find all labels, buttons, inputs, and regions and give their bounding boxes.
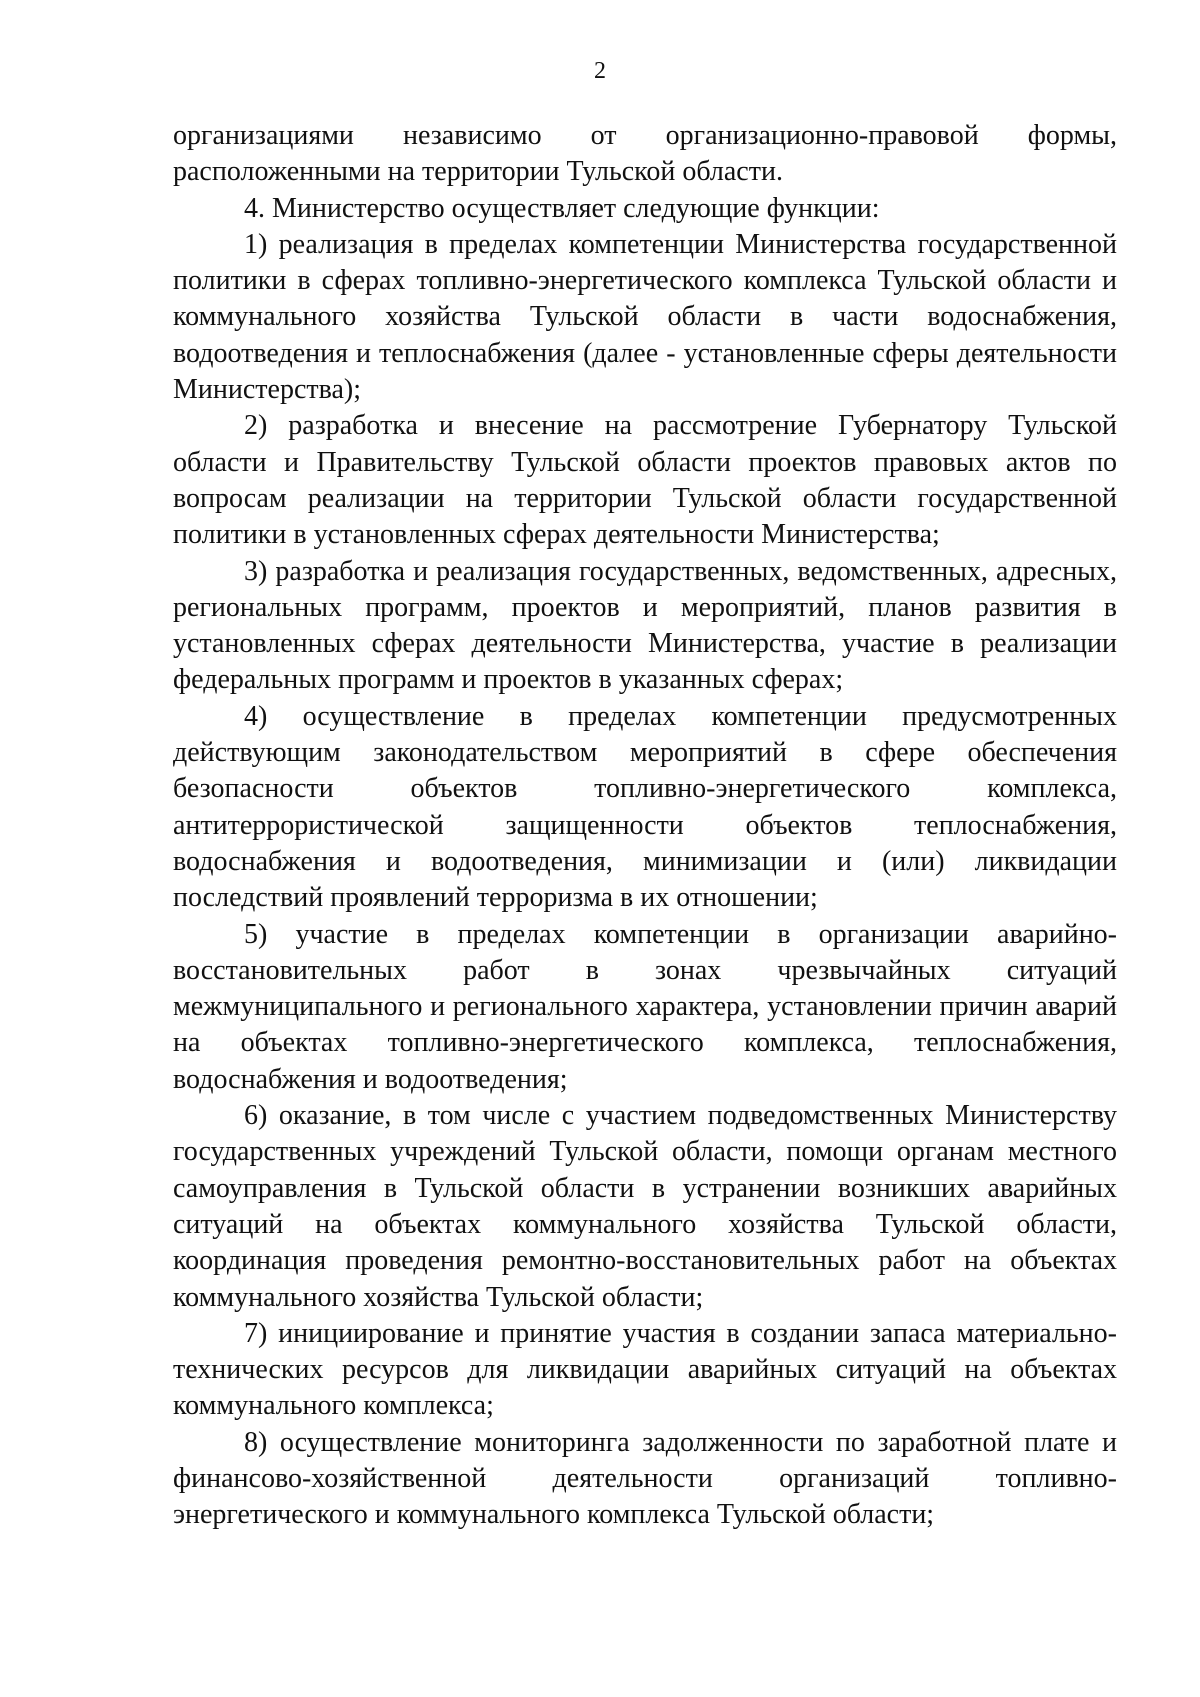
paragraph-item-4: 4. Министерство осуществляет следующие функции:	[244, 192, 880, 224]
paragraph-function-1: 1) реализация в пределах компетенции Министерства государственной политики в сферах топливно-энергетического комплекса Тульской области и коммунального хозяйства Тульской области в части водоснабжения, водоотведения и теплоснабжения (далее - установленные сферы деятельности Министерства);	[173, 228, 1117, 406]
paragraph-function-4: 4) осуществление в пределах компетенции предусмотренных действующим законодательством мероприятий в сфере обеспечения безопасности объектов топливно-энергетического комплекса, антитеррористической защищенности объектов теплоснабжения, водоснабжения и водоотведения, минимизации и (или) ликвидации последствий проявлений терроризма в их отношении;	[173, 700, 1117, 914]
paragraph-function-5: 5) участие в пределах компетенции в организации аварийно-восстановительных работ в зонах чрезвычайных ситуаций межмуниципального и регионального характера, установлении причин аварий на объектах топливно-энергетического комплекса, теплоснабжения, водоснабжения и водоотведения;	[173, 918, 1117, 1095]
document-body	[173, 118, 1117, 1534]
paragraph-function-3: 3) разработка и реализация государственных, ведомственных, адресных, региональных программ, проектов и мероприятий, планов развития в установленных сферах деятельности Министерства, участие в реализации федеральных программ и проектов в указанных сферах;	[173, 555, 1117, 696]
paragraph-function-7: 7) инициирование и принятие участия в создании запаса материально-технических ресурсов для ликвидации аварийных ситуаций на объектах коммунального комплекса;	[173, 1317, 1117, 1422]
paragraph-continuation: организациями независимо от организационно-правовой формы, расположенными на территории Тульской области.	[173, 120, 1117, 188]
paragraph-function-8: 8) осуществление мониторинга задолженности по заработной плате и финансово-хозяйственной деятельности организаций топливно-энергетического и коммунального комплекса Тульской области;	[173, 1426, 1117, 1531]
page-number: 2	[594, 58, 606, 84]
paragraph-function-6: 6) оказание, в том числе с участием подведомственных Министерству государственных учреждений Тульской области, помощи органам местного самоуправления в Тульской области в устранении возникших аварийных ситуаций на объектах коммунального хозяйства Тульской области, координация проведения ремонтно-восстановительных работ на объектах коммунального хозяйства Тульской области;	[173, 1100, 1117, 1313]
paragraph-function-2: 2) разработка и внесение на рассмотрение Губернатору Тульской области и Правительству Тульской области проектов правовых актов по вопросам реализации на территории Тульской области государственной политики в установленных сферах деятельности Министерства;	[173, 410, 1117, 551]
